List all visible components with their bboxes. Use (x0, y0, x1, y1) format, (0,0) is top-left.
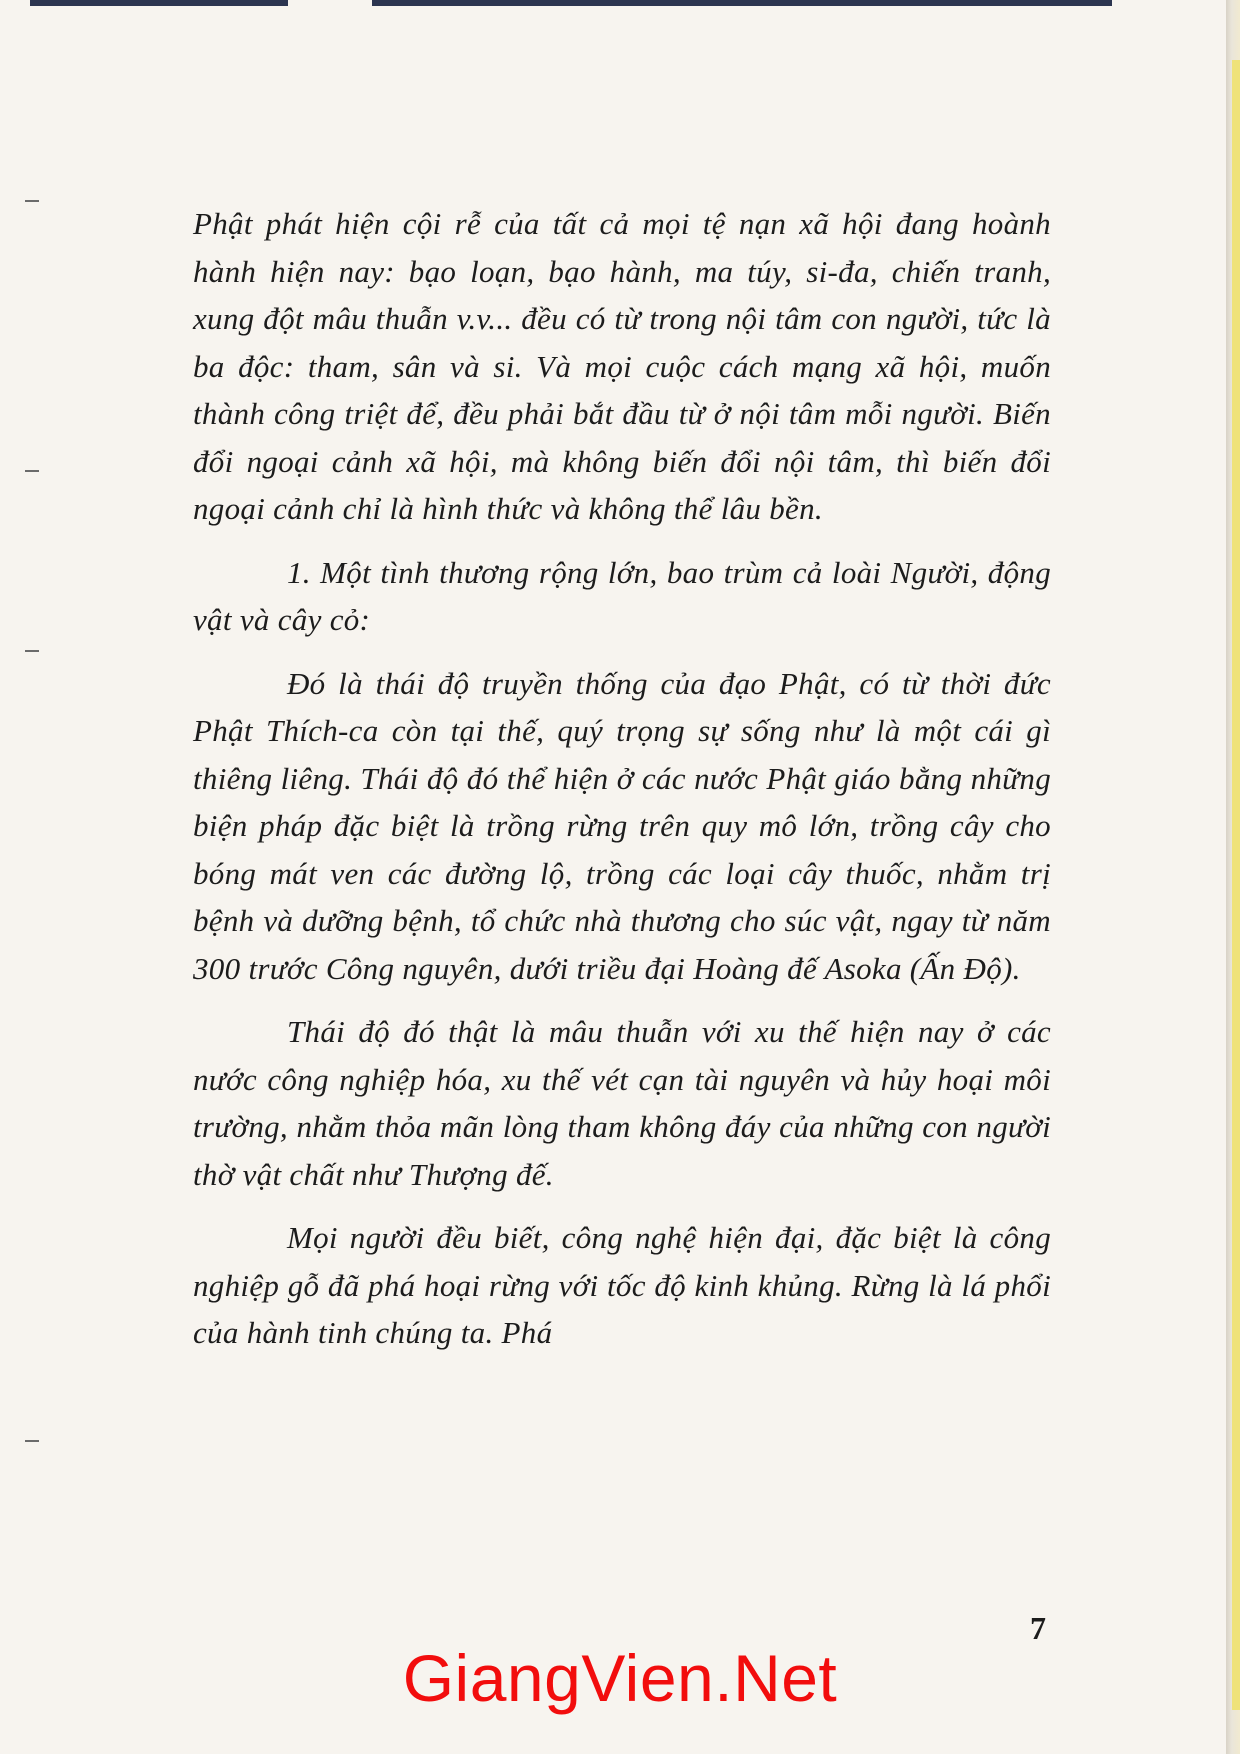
scan-edge-bar (372, 0, 1112, 6)
watermark-text: GiangVien.Net (402, 1641, 838, 1715)
paragraph: Đó là thái độ truyền thống của đạo Phật, có từ thời đức Phật Thích-ca còn tại thế, quý trọng sự sống như là một cái gì thiêng liêng. Thái độ đó thể hiện ở các nước Phật giáo bằng những biện pháp đặc biệt là trồng rừng trên quy mô lớn, trồng cây cho bóng mát ven các đường lộ, trồng các loại cây thuốc, nhằm trị bệnh và dưỡng bệnh, tổ chức nhà thương cho súc vật, ngay từ năm 300 trước Công nguyên, dưới triều đại Hoàng đế Asoka (Ấn Độ). (193, 665, 1051, 986)
paragraph: Mọi người đều biết, công nghệ hiện đại, đặc biệt là công nghiệp gỗ đã phá hoại rừng với tốc độ kinh khủng. Rừng là lá phổi của hành tinh chúng ta. Phá (193, 1220, 1051, 1350)
scan-edge-bar (30, 0, 288, 6)
page-number: 7 (1030, 1610, 1046, 1646)
page-edge-strip (1226, 0, 1240, 1754)
margin-mark (25, 650, 39, 652)
margin-mark (25, 470, 39, 472)
margin-mark (25, 200, 39, 202)
page-edge-highlight (1232, 60, 1240, 1710)
body-text (193, 200, 1051, 1373)
paragraph-heading: 1. Một tình thương rộng lớn, bao trùm cả loài Người, động vật và cây cỏ: (193, 554, 1051, 637)
paragraph: Thái độ đó thật là mâu thuẫn với xu thế hiện nay ở các nước công nghiệp hóa, xu thế vét cạn tài nguyên và hủy hoại môi trường, nhằm thỏa mãn lòng tham không đáy của những con người thờ vật chất như Thượng đế. (193, 1014, 1051, 1192)
margin-mark (25, 1440, 39, 1442)
paragraph: Phật phát hiện cội rễ của tất cả mọi tệ nạn xã hội đang hoành hành hiện nay: bạo loạn, bạo hành, ma túy, si-đa, chiến tranh, xung đột mâu thuẫn v.v... đều có từ trong nội tâm con người, tức là ba độc: tham, sân và si. Và mọi cuộc cách mạng xã hội, muốn thành công triệt để, đều phải bắt đầu từ ở nội tâm mỗi người. Biến đổi ngoại cảnh xã hội, mà không biến đổi nội tâm, thì biến đổi ngoại cảnh chỉ là hình thức và không thể lâu bền. (193, 206, 1051, 526)
